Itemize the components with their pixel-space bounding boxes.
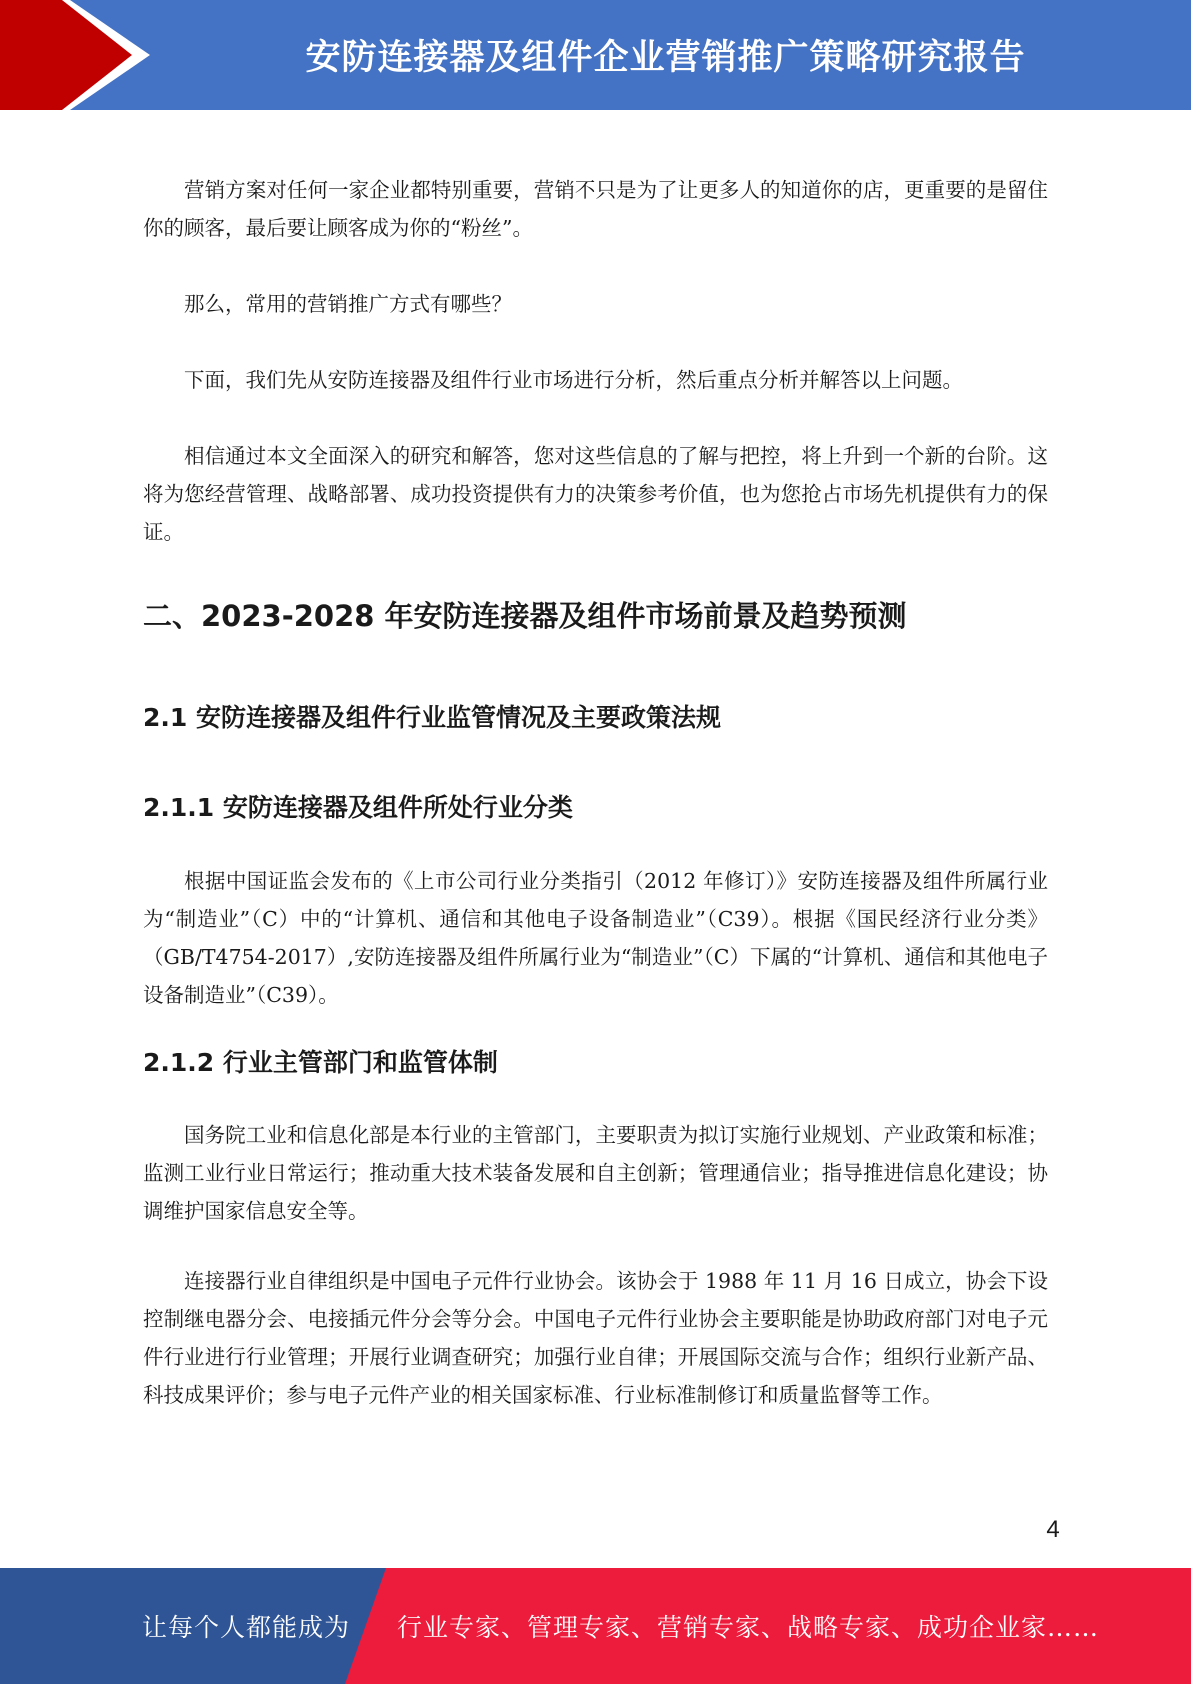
section-heading-2-1-1: 2.1.1 安防连接器及组件所处行业分类 xyxy=(143,793,573,822)
page-number: 4 xyxy=(1046,1516,1060,1543)
section-heading-2-1: 2.1 安防连接器及组件行业监管情况及主要政策法规 xyxy=(143,703,721,732)
intro-paragraph-4: 相信通过本文全面深入的研究和解答，您对这些信息的了解与把控，将上升到一个新的台阶。这将为您经营管理、战略部署、成功投资提供有力的决策参考价值，也为您抢占市场先机提供有力的保证。 xyxy=(143,444,1048,544)
intro-paragraph-2: 那么，常用的营销推广方式有哪些？ xyxy=(184,292,512,316)
footer-slogan-left: 让每个人都能成为 xyxy=(142,1613,351,1642)
footer-slogan-right: 行业专家、管理专家、营销专家、战略专家、成功企业家…… xyxy=(397,1613,1100,1642)
page-footer xyxy=(0,1568,1191,1684)
section-2-1-2-paragraph-1: 国务院工业和信息化部是本行业的主管部门，主要职责为拟订实施行业规划、产业政策和标准；监测工业行业日常运行；推动重大技术装备发展和自主创新；管理通信业；指导推进信息化建设；协调维护国家信息安全等。 xyxy=(143,1123,1048,1223)
section-2-1-2-paragraph-2: 连接器行业自律组织是中国电子元件行业协会。该协会于 1988 年 11 月 16 日成立，协会下设控制继电器分会、电接插元件分会等分会。中国电子元件行业协会主要职能是协助政府部门对电子元件行业进行行业管理；开展行业调查研究；加强行业自律；开展国际交流与合作；组织行业新产品、科技成果评价；参与电子元件产业的相关国家标准、行业标准制修订和质量监督等工作。 xyxy=(143,1269,1048,1407)
section-heading-2-1-2: 2.1.2 行业主管部门和监管体制 xyxy=(143,1048,498,1077)
section-2-1-1-paragraph: 根据中国证监会发布的《上市公司行业分类指引（2012 年修订）》安防连接器及组件所属行业为“制造业”（C）中的“计算机、通信和其他电子设备制造业”（C39）。根据《国民经济行业分类》（GB/T4754-2017）,安防连接器及组件所属行业为“制造业”（C）下属的“计算机、通信和其他电子设备制造业”（C39）。 xyxy=(143,869,1048,1007)
header-chevron-graphic xyxy=(0,0,160,110)
page-header xyxy=(0,0,1191,110)
intro-paragraph-1: 营销方案对任何一家企业都特别重要，营销不只是为了让更多人的知道你的店，更重要的是留住你的顾客，最后要让顾客成为你的“粉丝”。 xyxy=(143,178,1048,240)
section-heading-2: 二、2023-2028 年安防连接器及组件市场前景及趋势预测 xyxy=(143,599,907,633)
intro-paragraph-3: 下面，我们先从安防连接器及组件行业市场进行分析，然后重点分析并解答以上问题。 xyxy=(184,368,963,392)
report-title: 安防连接器及组件企业营销推广策略研究报告 xyxy=(305,38,1026,78)
